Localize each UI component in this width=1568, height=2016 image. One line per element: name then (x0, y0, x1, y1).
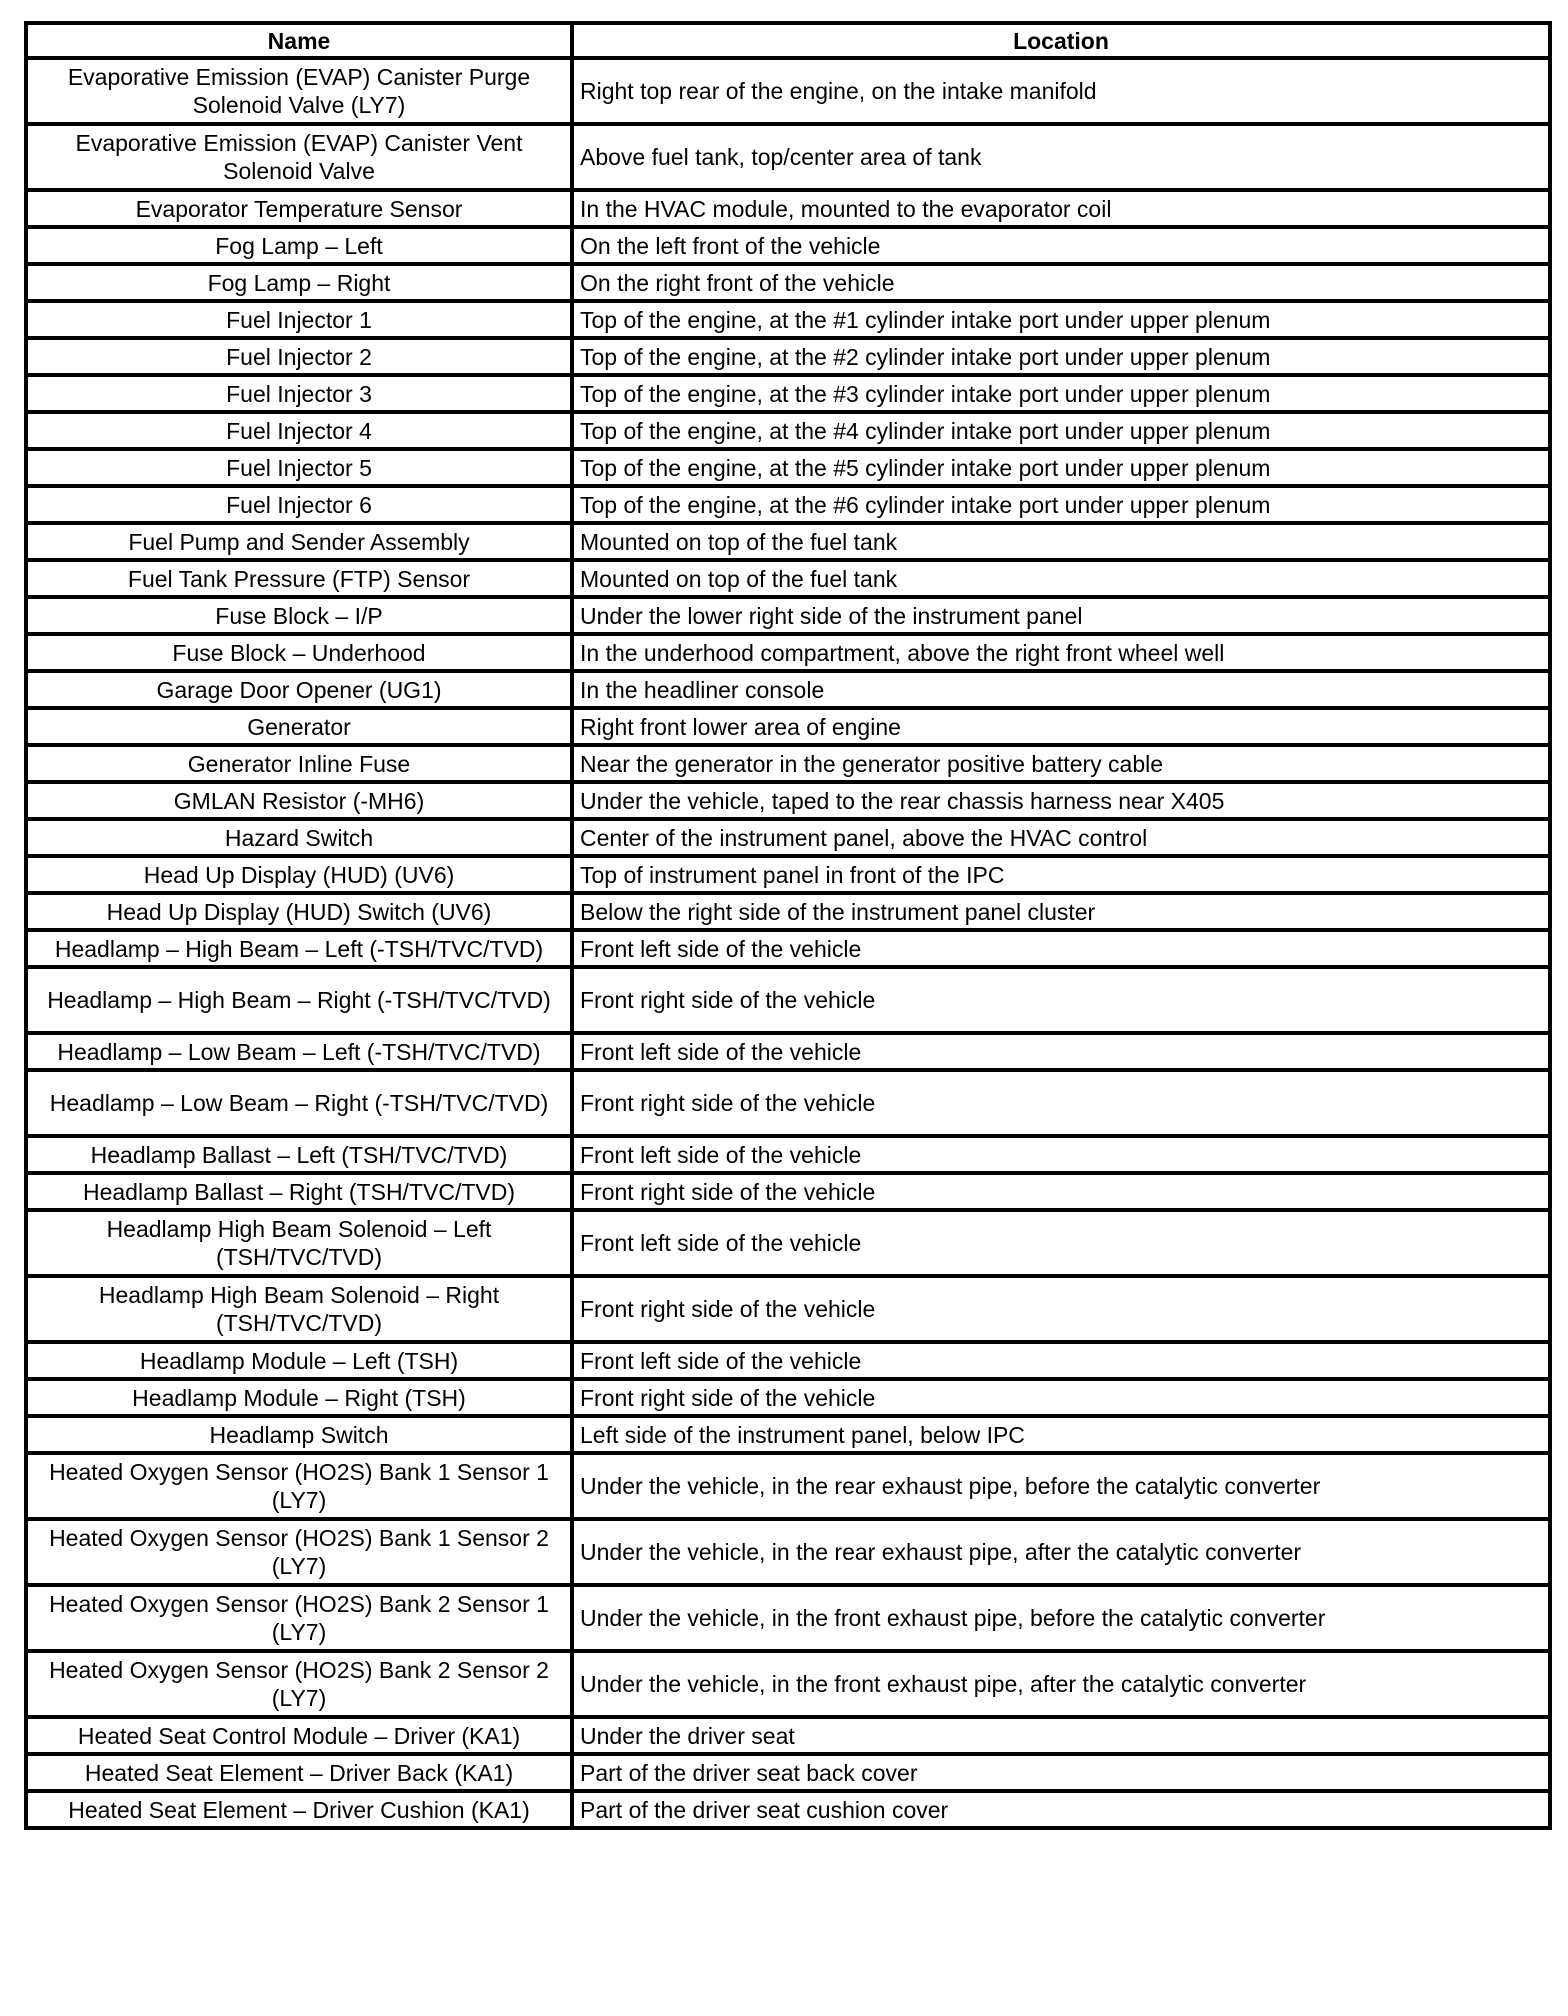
cell-location: Part of the driver seat cushion cover (572, 1791, 1550, 1828)
cell-name: Headlamp Switch (26, 1416, 572, 1453)
cell-name: Heated Seat Element – Driver Cushion (KA1) (26, 1791, 572, 1828)
cell-location: Front right side of the vehicle (572, 1070, 1550, 1136)
cell-name: Evaporative Emission (EVAP) Canister Vent Solenoid Valve (26, 124, 572, 190)
header-name: Name (26, 23, 572, 58)
cell-location: Front left side of the vehicle (572, 1210, 1550, 1276)
table-row (26, 486, 1550, 523)
table-row (26, 634, 1550, 671)
table-row (26, 58, 1550, 124)
cell-location: Under the vehicle, in the front exhaust pipe, before the catalytic converter (572, 1585, 1550, 1651)
cell-location: Front right side of the vehicle (572, 1173, 1550, 1210)
cell-name: Fuel Pump and Sender Assembly (26, 523, 572, 560)
cell-location: Under the vehicle, taped to the rear chassis harness near X405 (572, 782, 1550, 819)
cell-name: Headlamp High Beam Solenoid – Right (TSH/TVC/TVD) (26, 1276, 572, 1342)
cell-name: Headlamp – High Beam – Left (-TSH/TVC/TVD) (26, 930, 572, 967)
table-row (26, 819, 1550, 856)
cell-name: Heated Seat Control Module – Driver (KA1) (26, 1717, 572, 1754)
table-row (26, 1033, 1550, 1070)
cell-location: Below the right side of the instrument panel cluster (572, 893, 1550, 930)
cell-location: Under the vehicle, in the rear exhaust pipe, after the catalytic converter (572, 1519, 1550, 1585)
table-row (26, 1342, 1550, 1379)
table-row (26, 671, 1550, 708)
cell-location: Front left side of the vehicle (572, 1136, 1550, 1173)
table-row (26, 1754, 1550, 1791)
table-row (26, 893, 1550, 930)
cell-location: On the left front of the vehicle (572, 227, 1550, 264)
table-row (26, 1379, 1550, 1416)
cell-name: Fuel Injector 3 (26, 375, 572, 412)
cell-name: Fuel Injector 5 (26, 449, 572, 486)
table-row (26, 124, 1550, 190)
component-location-table (24, 21, 1552, 1830)
cell-location: Top of the engine, at the #2 cylinder intake port under upper plenum (572, 338, 1550, 375)
cell-location: In the HVAC module, mounted to the evaporator coil (572, 190, 1550, 227)
table-row (26, 560, 1550, 597)
cell-name: Fuel Injector 2 (26, 338, 572, 375)
table-row (26, 1791, 1550, 1828)
cell-name: Headlamp Ballast – Right (TSH/TVC/TVD) (26, 1173, 572, 1210)
table-row (26, 745, 1550, 782)
cell-location: Top of the engine, at the #1 cylinder intake port under upper plenum (572, 301, 1550, 338)
cell-location: Right front lower area of engine (572, 708, 1550, 745)
header-row (26, 23, 1550, 58)
cell-name: Heated Seat Element – Driver Back (KA1) (26, 1754, 572, 1791)
cell-name: Fuel Injector 1 (26, 301, 572, 338)
table-row (26, 1173, 1550, 1210)
cell-location: On the right front of the vehicle (572, 264, 1550, 301)
cell-location: Under the lower right side of the instrument panel (572, 597, 1550, 634)
table-row (26, 856, 1550, 893)
cell-location: Top of the engine, at the #6 cylinder intake port under upper plenum (572, 486, 1550, 523)
table-row (26, 375, 1550, 412)
cell-name: Heated Oxygen Sensor (HO2S) Bank 2 Sensor 1 (LY7) (26, 1585, 572, 1651)
table-row (26, 1136, 1550, 1173)
cell-location: Top of the engine, at the #4 cylinder intake port under upper plenum (572, 412, 1550, 449)
table-row (26, 190, 1550, 227)
cell-location: Under the driver seat (572, 1717, 1550, 1754)
cell-location: Right top rear of the engine, on the intake manifold (572, 58, 1550, 124)
table-row (26, 1651, 1550, 1717)
table-row (26, 1416, 1550, 1453)
cell-name: Headlamp Module – Right (TSH) (26, 1379, 572, 1416)
table-row (26, 1453, 1550, 1519)
cell-location: Left side of the instrument panel, below IPC (572, 1416, 1550, 1453)
table-row (26, 523, 1550, 560)
table-row (26, 1717, 1550, 1754)
cell-name: Generator (26, 708, 572, 745)
table-row (26, 930, 1550, 967)
cell-location: Top of the engine, at the #5 cylinder intake port under upper plenum (572, 449, 1550, 486)
table-row (26, 301, 1550, 338)
table-row (26, 1585, 1550, 1651)
cell-name: Head Up Display (HUD) (UV6) (26, 856, 572, 893)
cell-location: Front right side of the vehicle (572, 1379, 1550, 1416)
cell-name: Fuse Block – I/P (26, 597, 572, 634)
table-row (26, 449, 1550, 486)
cell-location: Mounted on top of the fuel tank (572, 523, 1550, 560)
cell-location: Part of the driver seat back cover (572, 1754, 1550, 1791)
cell-name: Headlamp – Low Beam – Right (-TSH/TVC/TVD) (26, 1070, 572, 1136)
cell-location: Front left side of the vehicle (572, 930, 1550, 967)
cell-name: Headlamp High Beam Solenoid – Left (TSH/TVC/TVD) (26, 1210, 572, 1276)
cell-location: Top of the engine, at the #3 cylinder intake port under upper plenum (572, 375, 1550, 412)
cell-name: Fog Lamp – Right (26, 264, 572, 301)
cell-name: Heated Oxygen Sensor (HO2S) Bank 1 Sensor 1 (LY7) (26, 1453, 572, 1519)
cell-location: Under the vehicle, in the rear exhaust pipe, before the catalytic converter (572, 1453, 1550, 1519)
cell-name: Fuel Tank Pressure (FTP) Sensor (26, 560, 572, 597)
cell-name: Evaporative Emission (EVAP) Canister Purge Solenoid Valve (LY7) (26, 58, 572, 124)
cell-location: Front left side of the vehicle (572, 1342, 1550, 1379)
cell-location: In the underhood compartment, above the right front wheel well (572, 634, 1550, 671)
table-row (26, 338, 1550, 375)
cell-location: Top of instrument panel in front of the IPC (572, 856, 1550, 893)
table-row (26, 227, 1550, 264)
cell-name: Headlamp Ballast – Left (TSH/TVC/TVD) (26, 1136, 572, 1173)
cell-name: Fuel Injector 6 (26, 486, 572, 523)
cell-name: Headlamp – Low Beam – Left (-TSH/TVC/TVD) (26, 1033, 572, 1070)
cell-name: Fuse Block – Underhood (26, 634, 572, 671)
table-row (26, 412, 1550, 449)
cell-name: GMLAN Resistor (-MH6) (26, 782, 572, 819)
cell-location: Front left side of the vehicle (572, 1033, 1550, 1070)
table-row (26, 1276, 1550, 1342)
table-row (26, 264, 1550, 301)
cell-location: Front right side of the vehicle (572, 967, 1550, 1033)
cell-name: Hazard Switch (26, 819, 572, 856)
cell-location: Center of the instrument panel, above the HVAC control (572, 819, 1550, 856)
table-row (26, 967, 1550, 1033)
table-row (26, 1519, 1550, 1585)
cell-name: Head Up Display (HUD) Switch (UV6) (26, 893, 572, 930)
cell-name: Garage Door Opener (UG1) (26, 671, 572, 708)
cell-location: In the headliner console (572, 671, 1550, 708)
cell-name: Heated Oxygen Sensor (HO2S) Bank 1 Sensor 2 (LY7) (26, 1519, 572, 1585)
cell-location: Near the generator in the generator positive battery cable (572, 745, 1550, 782)
cell-name: Fuel Injector 4 (26, 412, 572, 449)
table-row (26, 1210, 1550, 1276)
cell-location: Under the vehicle, in the front exhaust pipe, after the catalytic converter (572, 1651, 1550, 1717)
cell-name: Headlamp Module – Left (TSH) (26, 1342, 572, 1379)
cell-name: Evaporator Temperature Sensor (26, 190, 572, 227)
cell-name: Fog Lamp – Left (26, 227, 572, 264)
cell-location: Front right side of the vehicle (572, 1276, 1550, 1342)
cell-location: Above fuel tank, top/center area of tank (572, 124, 1550, 190)
cell-name: Headlamp – High Beam – Right (-TSH/TVC/TVD) (26, 967, 572, 1033)
table-row (26, 1070, 1550, 1136)
table-row (26, 708, 1550, 745)
cell-name: Generator Inline Fuse (26, 745, 572, 782)
table-row (26, 782, 1550, 819)
table-row (26, 597, 1550, 634)
cell-location: Mounted on top of the fuel tank (572, 560, 1550, 597)
header-location: Location (572, 23, 1550, 58)
cell-name: Heated Oxygen Sensor (HO2S) Bank 2 Sensor 2 (LY7) (26, 1651, 572, 1717)
